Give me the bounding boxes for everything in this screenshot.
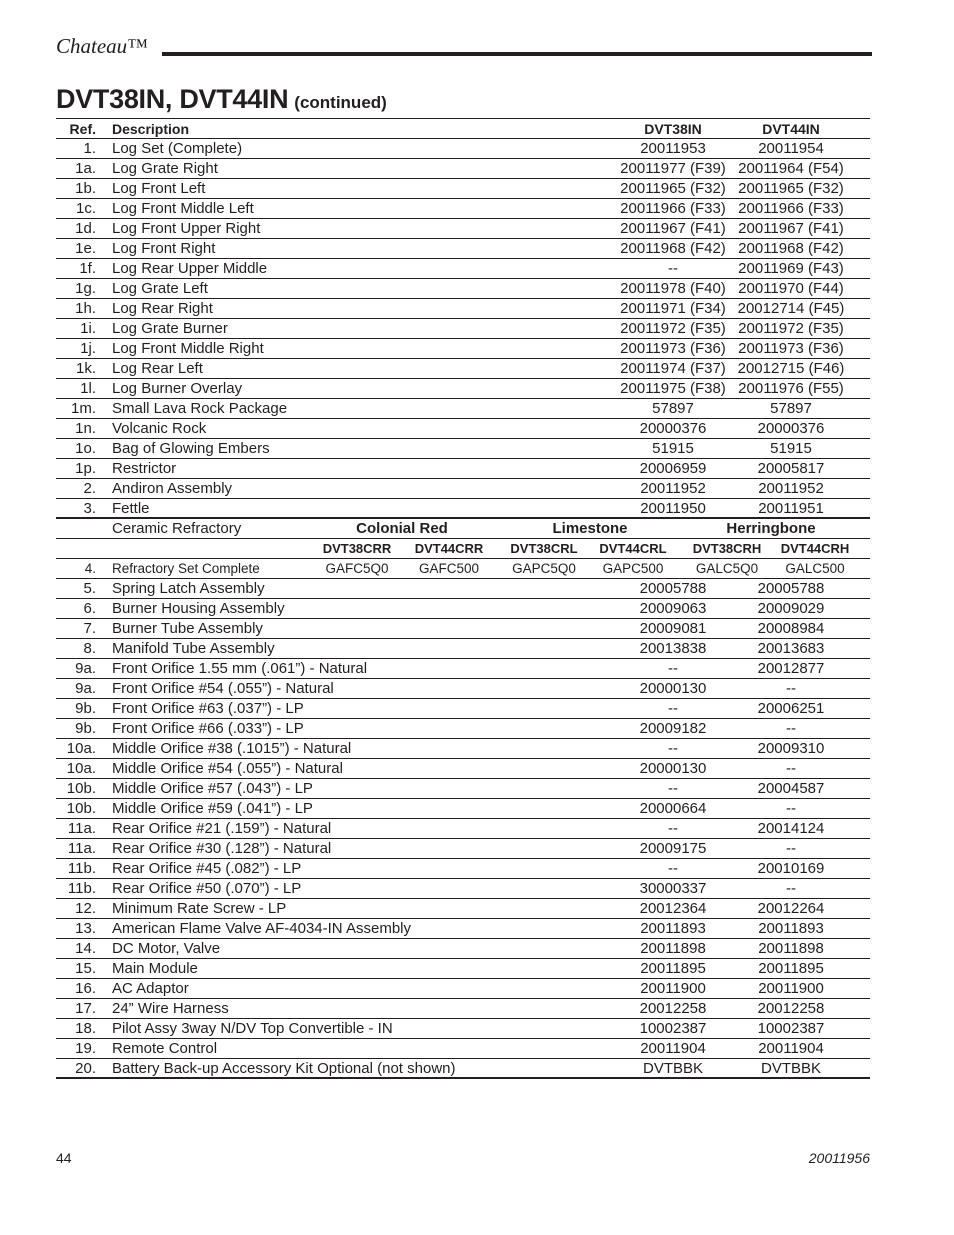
row-description: Log Front Middle Right: [112, 340, 264, 357]
table-row: [56, 919, 870, 939]
row-dvt38-part: --: [668, 820, 678, 837]
row-description: Front Orifice #63 (.037”) - LP: [112, 700, 304, 717]
table-row: [56, 219, 870, 239]
row-ref: 8.: [83, 640, 96, 657]
table-row: [56, 619, 870, 639]
header-dvt38: DVT38IN: [644, 121, 702, 137]
page-number: 44: [56, 1150, 72, 1166]
header-ref: Ref.: [69, 121, 96, 137]
row-dvt38-part: 20011972 (F35): [620, 320, 726, 337]
header-rule: [162, 52, 872, 56]
row-ref: 4.: [84, 561, 96, 576]
row-dvt38-part: 20009081: [639, 620, 707, 637]
row-dvt44-part: 20011952: [758, 480, 824, 497]
refractory-model: DVT38CRL: [510, 541, 578, 556]
table-row: [56, 579, 870, 599]
row-ref: 1p.: [75, 460, 96, 477]
table-row: [56, 459, 870, 479]
table-row: [56, 799, 870, 819]
refractory-code: GALC5Q0: [695, 561, 759, 576]
row-ref: 1c.: [75, 200, 96, 217]
row-dvt44-part: 20011954: [758, 140, 824, 157]
row-description: Middle Orifice #38 (.1015”) - Natural: [112, 740, 352, 757]
table-row: [56, 479, 870, 499]
row-dvt38-part: 20009175: [639, 840, 707, 857]
row-dvt44-part: --: [786, 760, 796, 777]
row-dvt44-part: 20011976 (F55): [738, 380, 844, 397]
row-description: Small Lava Rock Package: [112, 400, 288, 417]
row-dvt38-part: 20011953: [640, 140, 706, 157]
row-description: Restrictor: [112, 460, 177, 477]
row-dvt44-part: 20011898: [758, 940, 824, 957]
row-ref: 9a.: [75, 660, 96, 677]
row-dvt44-part: 20010169: [757, 860, 825, 877]
row-dvt38-part: 20000130: [639, 760, 707, 777]
table-row: [56, 779, 870, 799]
row-ref: 1e.: [75, 240, 96, 257]
row-description: Front Orifice #54 (.055”) - Natural: [112, 680, 334, 697]
row-description: Log Grate Burner: [112, 320, 228, 337]
row-dvt44-part: 20008984: [757, 620, 825, 637]
table-row: [56, 879, 870, 899]
table-row: [56, 699, 870, 719]
refractory-model: DVT38CRR: [322, 541, 392, 556]
row-dvt44-part: 20011966 (F33): [738, 200, 844, 217]
row-ref: 1i.: [80, 320, 96, 337]
refractory-group-limestone: Limestone: [552, 520, 628, 537]
row-description: Battery Back-up Accessory Kit Optional (not shown): [112, 1060, 456, 1077]
table-row: [56, 299, 870, 319]
row-ref: 12.: [75, 900, 96, 917]
row-dvt38-part: DVTBBK: [642, 1060, 703, 1077]
table-header-row: [56, 118, 870, 139]
row-dvt38-part: 20006959: [639, 460, 707, 477]
row-dvt44-part: DVTBBK: [760, 1060, 821, 1077]
table-row: [56, 179, 870, 199]
row-dvt38-part: 20000376: [639, 420, 707, 437]
refractory-code: GAFC500: [418, 561, 480, 576]
row-dvt38-part: 20012258: [639, 1000, 707, 1017]
row-dvt44-part: 20011904: [758, 1040, 824, 1057]
row-dvt44-part: 20012877: [757, 660, 825, 677]
row-ref: 1o.: [75, 440, 96, 457]
row-description: AC Adaptor: [112, 980, 189, 997]
row-dvt38-part: 20011904: [640, 1040, 706, 1057]
row-description: Front Orifice #66 (.033”) - LP: [112, 720, 304, 737]
row-dvt38-part: 20011966 (F33): [620, 200, 726, 217]
parts-rows-a: [56, 139, 870, 519]
row-dvt44-part: 20004587: [757, 780, 825, 797]
refractory-model: DVT38CRH: [692, 541, 762, 556]
table-row: [56, 419, 870, 439]
refractory-model: DVT44CRH: [780, 541, 850, 556]
row-dvt44-part: 20011965 (F32): [738, 180, 844, 197]
row-description: Log Set (Complete): [112, 140, 243, 157]
row-dvt44-part: 10002387: [757, 1020, 825, 1037]
table-row: [56, 319, 870, 339]
table-row: [56, 599, 870, 619]
table-row: [56, 139, 870, 159]
table-row: [56, 899, 870, 919]
row-dvt38-part: 20011952: [640, 480, 706, 497]
row-ref: 10a.: [66, 760, 96, 777]
row-ref: 10b.: [66, 780, 96, 797]
row-description: Volcanic Rock: [112, 420, 207, 437]
row-dvt38-part: --: [668, 740, 678, 757]
table-row: [56, 939, 870, 959]
row-dvt38-part: 30000337: [639, 880, 707, 897]
page-title-main: DVT38IN, DVT44IN: [56, 84, 289, 114]
row-dvt44-part: 57897: [770, 400, 812, 417]
table-row: [56, 259, 870, 279]
row-dvt38-part: 20011977 (F39): [620, 160, 726, 177]
row-description: Log Front Left: [112, 180, 206, 197]
row-description: Main Module: [112, 960, 198, 977]
row-ref: 1d.: [75, 220, 96, 237]
refractory-group-row: [56, 519, 870, 539]
table-row: [56, 499, 870, 519]
row-ref: 1n.: [75, 420, 96, 437]
row-description: Middle Orifice #54 (.055”) - Natural: [112, 760, 343, 777]
table-row: [56, 439, 870, 459]
table-row: [56, 659, 870, 679]
row-ref: 3.: [83, 500, 96, 517]
row-ref: 15.: [75, 960, 96, 977]
row-description: Log Front Upper Right: [112, 220, 261, 237]
row-ref: 1g.: [75, 280, 96, 297]
refractory-code: GAFC5Q0: [325, 561, 389, 576]
refractory-code: GALC500: [785, 561, 845, 576]
row-dvt44-part: 20012258: [757, 1000, 825, 1017]
table-row: [56, 819, 870, 839]
row-dvt38-part: 10002387: [639, 1020, 707, 1037]
row-description: Log Burner Overlay: [112, 380, 243, 397]
row-dvt38-part: 20009063: [639, 600, 707, 617]
row-ref: 1h.: [75, 300, 96, 317]
refractory-kit-row: [56, 559, 870, 579]
row-description: Log Rear Left: [112, 360, 203, 377]
row-dvt38-part: --: [668, 780, 678, 797]
row-description: Log Front Right: [112, 240, 216, 257]
refractory-model: DVT44CRR: [414, 541, 484, 556]
table-row: [56, 679, 870, 699]
row-ref: 16.: [75, 980, 96, 997]
row-description: Manifold Tube Assembly: [112, 640, 275, 657]
row-dvt38-part: 20005788: [639, 580, 707, 597]
row-dvt44-part: --: [786, 840, 796, 857]
row-dvt44-part: 20011970 (F44): [738, 280, 844, 297]
row-description: Log Grate Right: [112, 160, 218, 177]
parts-table: [56, 118, 870, 1079]
row-dvt38-part: 20011971 (F34): [620, 300, 726, 317]
row-description: Fettle: [112, 500, 150, 517]
row-description: Burner Housing Assembly: [112, 600, 285, 617]
row-ref: 10a.: [66, 740, 96, 757]
row-description: Bag of Glowing Embers: [112, 440, 270, 457]
table-row: [56, 159, 870, 179]
row-ref: 20.: [75, 1060, 96, 1077]
table-row: [56, 1019, 870, 1039]
refractory-group-herringbone: Herringbone: [726, 520, 816, 537]
row-ref: 10b.: [66, 800, 96, 817]
table-row: [56, 839, 870, 859]
refractory-code: GAPC5Q0: [512, 561, 576, 576]
row-dvt44-part: --: [786, 800, 796, 817]
row-dvt38-part: 20011895: [640, 960, 706, 977]
row-description: Log Rear Upper Middle: [112, 260, 268, 277]
header-description: Description: [112, 121, 190, 137]
page-title-suffix: (continued): [294, 93, 387, 112]
row-description: Middle Orifice #59 (.041”) - LP: [112, 800, 313, 817]
table-row: [56, 859, 870, 879]
brand-header: [56, 32, 874, 62]
row-ref: 11b.: [67, 860, 96, 877]
row-ref: 9b.: [75, 700, 96, 717]
table-row: [56, 379, 870, 399]
row-dvt38-part: 20011965 (F32): [620, 180, 726, 197]
row-dvt44-part: 20013683: [757, 640, 825, 657]
row-dvt38-part: 20011978 (F40): [620, 280, 726, 297]
row-dvt44-part: --: [786, 680, 796, 697]
refractory-models-row: [56, 539, 870, 559]
row-ref: 1m.: [70, 400, 96, 417]
row-ref: 7.: [83, 620, 96, 637]
refractory-model: DVT44CRL: [599, 541, 667, 556]
row-dvt38-part: --: [668, 260, 678, 277]
row-dvt44-part: 20000376: [757, 420, 825, 437]
header-dvt44: DVT44IN: [762, 121, 820, 137]
document-number: 20011956: [808, 1150, 870, 1166]
row-description: Burner Tube Assembly: [112, 620, 263, 637]
row-dvt38-part: 20000130: [639, 680, 707, 697]
row-dvt38-part: 20011898: [640, 940, 706, 957]
table-row: [56, 739, 870, 759]
row-dvt44-part: 20011967 (F41): [738, 220, 844, 237]
row-description: Log Rear Right: [112, 300, 213, 317]
row-dvt44-part: 20009029: [757, 600, 825, 617]
row-dvt44-part: 20012264: [757, 900, 825, 917]
table-row: [56, 759, 870, 779]
row-ref: 11a.: [67, 840, 96, 857]
row-description: Front Orifice 1.55 mm (.061”) - Natural: [112, 660, 368, 677]
refractory-label: Ceramic Refractory: [112, 520, 242, 537]
row-description: Log Front Middle Left: [112, 200, 254, 217]
row-ref: 5.: [83, 580, 96, 597]
row-dvt38-part: 20011893: [640, 920, 706, 937]
row-dvt38-part: 20009182: [639, 720, 707, 737]
row-dvt38-part: 20011975 (F38): [620, 380, 726, 397]
row-description: Middle Orifice #57 (.043”) - LP: [112, 780, 313, 797]
row-dvt44-part: 20005788: [757, 580, 825, 597]
row-dvt38-part: 20011968 (F42): [620, 240, 726, 257]
row-dvt38-part: 20011973 (F36): [620, 340, 726, 357]
row-description: Remote Control: [112, 1040, 218, 1057]
row-description: Andiron Assembly: [112, 480, 233, 497]
row-ref: 11b.: [67, 880, 96, 897]
row-description: Rear Orifice #21 (.159”) - Natural: [112, 820, 332, 837]
row-ref: 1f.: [79, 260, 96, 277]
row-ref: 11a.: [67, 820, 96, 837]
row-description: DC Motor, Valve: [112, 940, 221, 957]
row-description: 24” Wire Harness: [112, 1000, 229, 1017]
row-dvt44-part: 20012715 (F46): [737, 360, 845, 377]
table-row: [56, 199, 870, 219]
row-dvt44-part: 20011964 (F54): [738, 160, 844, 177]
row-dvt44-part: 20011893: [758, 920, 824, 937]
table-row: [56, 359, 870, 379]
row-dvt44-part: 20005817: [757, 460, 825, 477]
row-dvt38-part: 57897: [652, 400, 694, 417]
row-dvt38-part: 20012364: [639, 900, 707, 917]
row-description: American Flame Valve AF-4034-IN Assembly: [112, 920, 411, 937]
row-dvt38-part: --: [668, 700, 678, 717]
row-ref: 1b.: [75, 180, 96, 197]
row-description: Minimum Rate Screw - LP: [112, 900, 287, 917]
row-dvt38-part: 20011950: [640, 500, 706, 517]
row-ref: 2.: [83, 480, 96, 497]
table-row: [56, 999, 870, 1019]
row-dvt38-part: 20000664: [639, 800, 707, 817]
refractory-code: GAPC500: [602, 561, 664, 576]
row-ref: 6.: [83, 600, 96, 617]
row-dvt38-part: 51915: [652, 440, 694, 457]
refractory-group-colonial-red: Colonial Red: [356, 520, 448, 537]
row-description: Refractory Set Complete: [112, 561, 260, 576]
table-row: [56, 279, 870, 299]
row-dvt44-part: --: [786, 720, 796, 737]
row-ref: 18.: [75, 1020, 96, 1037]
row-dvt38-part: 20011974 (F37): [620, 360, 726, 377]
table-row: [56, 239, 870, 259]
row-dvt44-part: 20012714 (F45): [737, 300, 845, 317]
table-row: [56, 959, 870, 979]
row-dvt44-part: 20011968 (F42): [738, 240, 844, 257]
row-dvt44-part: 20009310: [757, 740, 825, 757]
table-row: [56, 1039, 870, 1059]
row-dvt38-part: --: [668, 860, 678, 877]
row-ref: 1j.: [80, 340, 96, 357]
table-row: [56, 339, 870, 359]
row-ref: 1.: [83, 140, 96, 157]
table-row: [56, 399, 870, 419]
table-row: [56, 719, 870, 739]
row-ref: 1l.: [80, 380, 96, 397]
row-ref: 17.: [75, 1000, 96, 1017]
row-ref: 9a.: [75, 680, 96, 697]
brand-name: Chateau™: [56, 34, 148, 58]
row-description: Rear Orifice #50 (.070”) - LP: [112, 880, 302, 897]
row-description: Pilot Assy 3way N/DV Top Convertible - IN: [112, 1020, 393, 1037]
row-dvt38-part: 20011900: [640, 980, 706, 997]
table-row: [56, 979, 870, 999]
row-dvt38-part: 20013838: [639, 640, 707, 657]
row-ref: 13.: [75, 920, 96, 937]
parts-rows-b: [56, 579, 870, 1079]
table-row: [56, 639, 870, 659]
page-title: [56, 84, 387, 115]
row-dvt44-part: 20006251: [757, 700, 825, 717]
row-ref: 1a.: [75, 160, 96, 177]
row-description: Log Grate Left: [112, 280, 208, 297]
row-dvt38-part: 20011967 (F41): [620, 220, 726, 237]
table-row: [56, 1059, 870, 1079]
row-dvt44-part: 20011972 (F35): [738, 320, 844, 337]
row-ref: 19.: [75, 1040, 96, 1057]
row-dvt44-part: 20011951: [758, 500, 824, 517]
row-ref: 9b.: [75, 720, 96, 737]
row-dvt44-part: 20011969 (F43): [738, 260, 844, 277]
row-dvt44-part: 51915: [770, 440, 812, 457]
row-description: Spring Latch Assembly: [112, 580, 265, 597]
row-dvt44-part: 20014124: [757, 820, 825, 837]
row-dvt38-part: --: [668, 660, 678, 677]
row-description: Rear Orifice #30 (.128”) - Natural: [112, 840, 332, 857]
row-ref: 14.: [75, 940, 96, 957]
row-dvt44-part: 20011895: [758, 960, 824, 977]
row-dvt44-part: --: [786, 880, 796, 897]
row-dvt44-part: 20011900: [758, 980, 824, 997]
row-ref: 1k.: [75, 360, 96, 377]
row-description: Rear Orifice #45 (.082”) - LP: [112, 860, 302, 877]
row-dvt44-part: 20011973 (F36): [738, 340, 844, 357]
